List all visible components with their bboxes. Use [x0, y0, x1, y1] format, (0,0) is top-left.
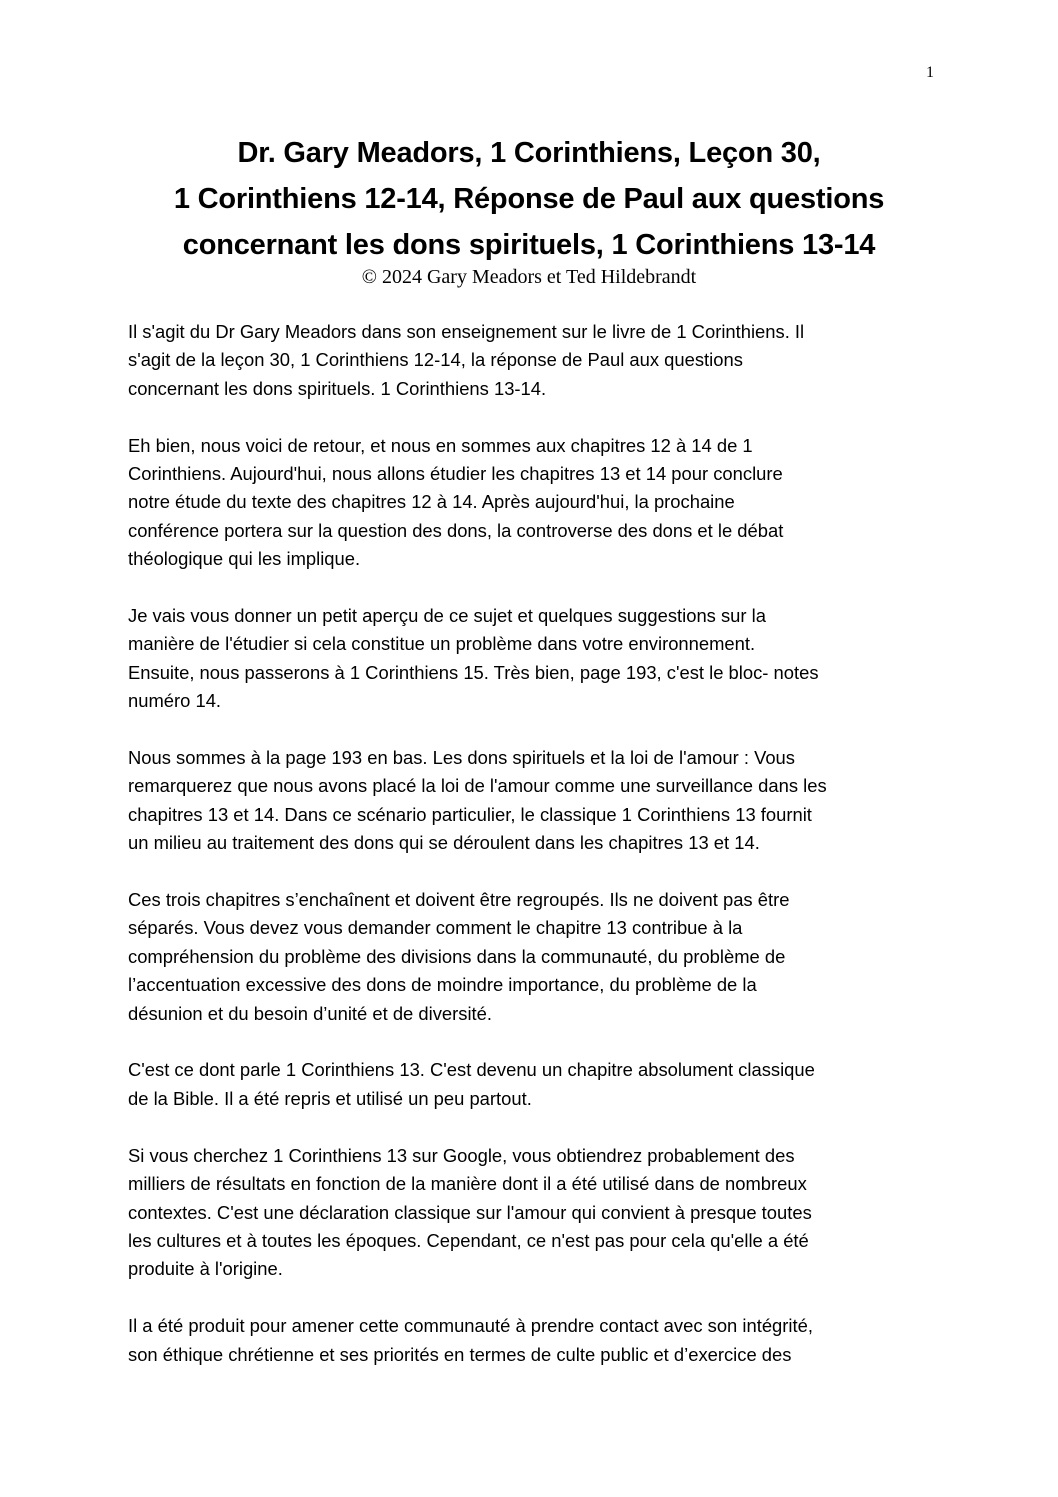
text-line: compréhension du problème des divisions dans la communauté, du problème de [128, 945, 786, 967]
text-line: numéro 14. [128, 690, 222, 712]
paragraph [128, 318, 940, 403]
text-line: désunion et du besoin d’unité et de diversité. [128, 1002, 492, 1024]
paragraph [128, 432, 940, 574]
text-line: Je vais vous donner un petit aperçu de ce sujet et quelques suggestions sur la [128, 605, 766, 627]
title-line: Dr. Gary Meadors, 1 Corinthiens, Leçon 30, [237, 137, 821, 169]
document-header [100, 130, 958, 288]
paragraph [128, 1056, 940, 1113]
paragraph [128, 886, 940, 1028]
title-line: 1 Corinthiens 12-14, Réponse de Paul aux questions [173, 183, 885, 215]
text-line: l’accentuation excessive des dons de moindre importance, du problème de la [128, 974, 757, 996]
text-line: s'agit de la leçon 30, 1 Corinthiens 12-14, la réponse de Paul aux questions [128, 349, 743, 371]
paragraph [128, 1312, 940, 1369]
paragraph [128, 1142, 940, 1284]
paragraph [128, 602, 940, 716]
text-line: manière de l'étudier si cela constitue un problème dans votre environnement. [128, 633, 756, 655]
text-line: produite à l'origine. [128, 1258, 283, 1280]
text-line: contextes. C'est une déclaration classique sur l'amour qui convient à presque toutes [128, 1201, 812, 1223]
text-line: son éthique chrétienne et ses priorités en termes de culte public et d’exercice des [128, 1343, 792, 1365]
text-line: chapitres 13 et 14. Dans ce scénario particulier, le classique 1 Corinthiens 13 fournit [128, 803, 812, 825]
text-line: un milieu au traitement des dons qui se déroulent dans les chapitres 13 et 14. [128, 832, 760, 854]
text-line: de la Bible. Il a été repris et utilisé un peu partout. [128, 1087, 532, 1109]
text-line: Ensuite, nous passerons à 1 Corinthiens 15. Très bien, page 193, c'est le bloc- notes [128, 661, 819, 683]
paragraph [128, 744, 940, 858]
document-body [128, 318, 940, 1397]
text-line: Ces trois chapitres s’enchaînent et doivent être regroupés. Ils ne doivent pas être [128, 889, 790, 911]
text-line: remarquerez que nous avons placé la loi de l'amour comme une surveillance dans les [128, 775, 827, 797]
text-line: conférence portera sur la question des dons, la controverse des dons et le débat [128, 519, 784, 541]
text-line: Il s'agit du Dr Gary Meadors dans son enseignement sur le livre de 1 Corinthiens. Il [128, 321, 805, 342]
title-line: concernant les dons spirituels, 1 Corinthiens 13-14 [182, 229, 876, 261]
text-line: Il a été produit pour amener cette communauté à prendre contact avec son intégrité, [128, 1315, 813, 1337]
text-line: C'est ce dont parle 1 Corinthiens 13. C'est devenu un chapitre absolument classique [128, 1059, 815, 1081]
text-line: Nous sommes à la page 193 en bas. Les dons spirituels et la loi de l'amour : Vous [128, 747, 795, 769]
text-line: notre étude du texte des chapitres 12 à 14. Après aujourd'hui, la prochaine [128, 491, 735, 513]
text-line: Corinthiens. Aujourd'hui, nous allons étudier les chapitres 13 et 14 pour conclure [128, 463, 783, 485]
text-line: les cultures et à toutes les époques. Cependant, ce n'est pas pour cela qu'elle a été [128, 1229, 809, 1251]
text-line: Eh bien, nous voici de retour, et nous en sommes aux chapitres 12 à 14 de 1 [128, 434, 753, 456]
text-line: séparés. Vous devez vous demander comment le chapitre 13 contribue à la [128, 917, 743, 939]
text-line: milliers de résultats en fonction de la manière dont il a été utilisé dans de nombreux [128, 1173, 807, 1195]
text-line: théologique qui les implique. [128, 548, 361, 570]
page-number: 1 [926, 64, 934, 81]
copyright-notice: © 2024 Gary Meadors et Ted Hildebrandt [361, 266, 697, 288]
text-line: Si vous cherchez 1 Corinthiens 13 sur Google, vous obtiendrez probablement des [128, 1144, 795, 1166]
text-line: concernant les dons spirituels. 1 Corinthiens 13-14. [128, 377, 547, 399]
